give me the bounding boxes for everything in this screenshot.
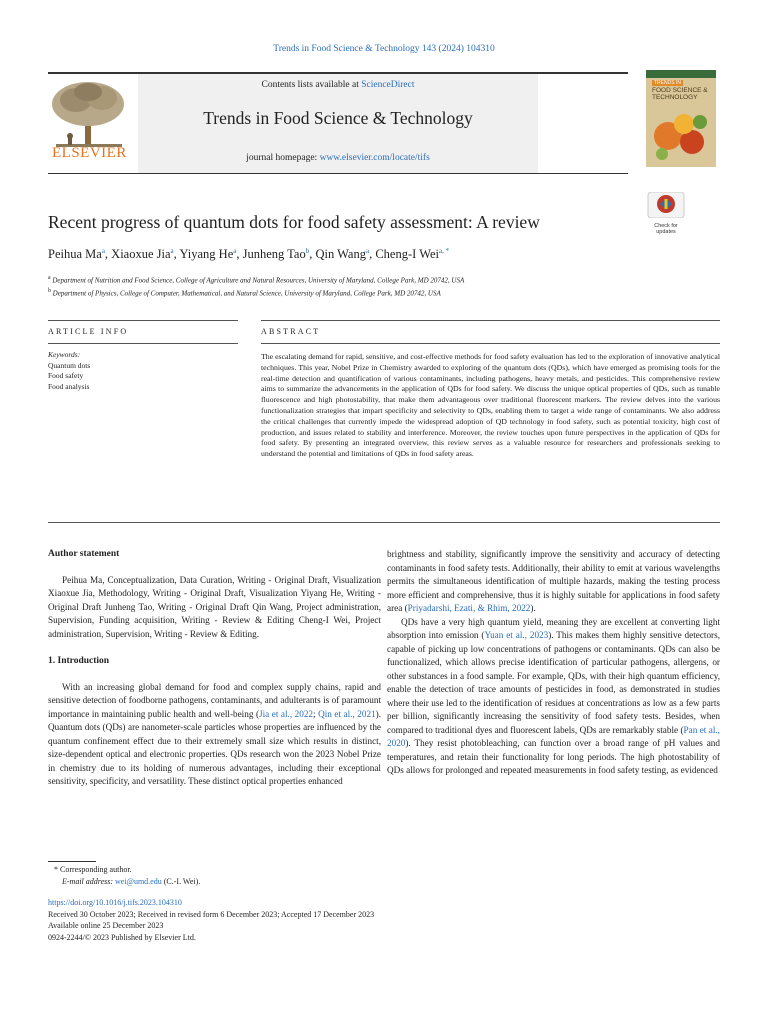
author-name: Qin Wang	[315, 247, 366, 262]
affiliation-item	[48, 286, 688, 299]
abstract-text: The escalating demand for rapid, sensitive, and cost-effective methods for food safety evaluation has led to the exploration of innovative analytical techniques. This year, Nobel Prize in Chemistry awarded to exploring of the quantum dots (QDs), which have emerged as promising tools for the real-time detection and quantification of various contaminants, including pathogens, heavy metals, and pesticides. This comprehensive review aims to summarize the advancements in the application of QDs for food safety. We discuss the unique optical properties of QDs, such as tunable fluorescence and high photostability, that make them advantageous over traditional fluorescent markers. The review delves into the various functionalization strategies that impart specificity and selectivity to QDs, enabling them to target a wide range of contaminants. We also address the critical challenges that currently impede the widespread adoption of QD technology in food safety, such as potential toxicity, high cost of production, and issues related to stability and interference. Moreover, the review touches upon future perspectives in the application of QDs for food safety. By presenting an integrated overview, this review serves as a valuable resource for researchers and professionals seeking to understand the potential and limitations of QDs in food safety areas.	[261, 352, 720, 459]
introduction-paragraph	[48, 681, 381, 789]
keywords-block	[48, 350, 228, 392]
body-right-column	[387, 548, 720, 778]
front-matter-bottom-rule	[48, 522, 720, 523]
text-run: ).	[530, 603, 536, 613]
elsevier-logo[interactable]	[48, 78, 130, 170]
author-list: Peihua Ma$^a$, Xiaoxue Jia$^a$, Yiyang He$^a$, Junheng Tao$^b$, Qin Wang$^a$, Cheng-I Wei$^{a, *}$	[48, 247, 450, 262]
journal-title: Trends in Food Science & Technology	[203, 108, 473, 128]
journal-masthead	[48, 72, 628, 174]
crossmark-icon	[646, 192, 686, 218]
body-left-column	[48, 548, 381, 789]
affiliation-text: Department of Physics, College of Computer, Mathematical, and Natural Science, University of Maryland, College Park, MD 20742, USA	[52, 289, 441, 298]
reference-link[interactable]: Priyadarshi, Ezati, & Rhim, 2022	[407, 603, 531, 613]
received-dates: Received 30 October 2023; Received in revised form 6 December 2023; Accepted 17 December 2023	[48, 909, 375, 919]
affiliation-marker: b	[48, 288, 51, 295]
masthead-bottom-rule	[48, 173, 628, 174]
keyword-item: Food analysis	[48, 381, 90, 391]
elsevier-tree-icon	[48, 78, 130, 154]
affiliation-marker: a	[48, 275, 51, 281]
text-run: brightness and stability, significantly improve the sensitivity and accuracy of detecting contaminants in food safety tests. Additionally, their ability to emit at various wavelengths permits the simultaneous identification of multiple hazards, making the testing process more efficient and comprehensive, thus it is highly suitable for applications in food safety area (	[387, 549, 720, 613]
author-name: Peihua Ma	[48, 247, 102, 262]
author-name: Junheng Tao	[242, 247, 306, 262]
keyword-item: Food safety	[48, 371, 84, 380]
email-label: E-mail address:	[62, 877, 116, 886]
author-affiliation-marker[interactable]: a, *	[439, 247, 450, 255]
email-link[interactable]: wei@umd.edu	[115, 877, 162, 886]
journal-header-box	[138, 74, 538, 173]
homepage-prefix: journal homepage:	[246, 153, 320, 163]
reference-link[interactable]: Yuan et al., 2023	[484, 630, 549, 640]
author-statement-text: Peihua Ma, Conceptualization, Data Curation, Writing - Original Draft, Visualization Xiaoxue Jia, Methodology, Writing - Original Draft, Visualization Yiyang He, Writing - Original Draft Junheng Tao, Writing - Original Draft Qin Wang, Project administration, Supervision, Funding acquisition, Writing - Review & Editing Cheng-I Wei, Project administration, Supervision, Writing - Review & Editing.	[48, 574, 381, 639]
elsevier-wordmark: ELSEVIER	[52, 145, 127, 161]
journal-cover-thumbnail[interactable]	[646, 70, 716, 167]
abstract-top-rule	[261, 320, 720, 321]
author-affiliation-marker[interactable]: b	[305, 247, 310, 255]
corresponding-author-note: * Corresponding author.	[54, 865, 132, 874]
email-footnote	[48, 876, 688, 888]
crossmark-label-line1: Check for	[654, 223, 678, 229]
contents-prefix: Contents lists available at	[261, 80, 362, 90]
doi-link[interactable]: https://doi.org/10.1016/j.tifs.2023.104310	[48, 898, 182, 907]
body-paragraph	[387, 548, 720, 616]
reference-link[interactable]: Jia et al., 2022	[259, 708, 314, 719]
available-online-date: Available online 25 December 2023	[48, 921, 164, 930]
email-suffix: (C.-I. Wei).	[161, 877, 201, 886]
text-run: ;	[313, 708, 319, 719]
text-run: ). Quantum dots (QDs) are nanometer-scale particles whose properties are influenced by the quantum confinement effect due to their extremely small size which results in distinct, size-dependent optical and electronic properties. QDs research won the 2023 Nobel Prize in chemistry due to its holding of numerous advantages, including their exceptional sensitivity, specificity, and versatility. These distinct optical properties enhanced	[48, 708, 382, 786]
author-affiliation-marker[interactable]: a	[101, 247, 105, 255]
journal-homepage-line	[138, 153, 538, 163]
keyword-item: Quantum dots	[48, 360, 91, 370]
cover-title: FOOD SCIENCE & TECHNOLOGY	[652, 87, 708, 101]
affiliations	[48, 273, 688, 300]
author-name: Cheng-I Wei	[375, 247, 440, 262]
keywords-label: Keywords:	[48, 350, 81, 359]
article-info-under-rule	[48, 343, 238, 344]
sciencedirect-link[interactable]: ScienceDirect	[361, 80, 415, 90]
author-affiliation-marker[interactable]: a	[170, 247, 174, 255]
text-run: QDs have a very high quantum yield, meaning they are excellent at converting light absorption into emission (	[387, 616, 720, 640]
check-for-updates-badge[interactable]	[646, 192, 686, 235]
text-run: ). This makes them highly sensitive detectors, capable of picking up low concentrations of pathogens or contaminants. QDs can also be functionalized, which allows precise identification of particular pathogens, allergens, or other substances in a food sample. For example, QDs, with their high quantum efficiency, enable the detection of trace amounts of pesticides in food, as demonstrated in studies where their use led to the identification of residues at concentrations as low as a few parts per billion, significantly increasing the sensitivity of food safety tests. Besides, when compared to traditional dyes and fluorescent labels, QDs are remarkably stable (	[387, 630, 720, 735]
text-run: ). They resist photobleaching, can function over a broad range of pH values and temperatures, and retain their functionality for long periods. The high photostability of QDs allows for prolonged and repeated measurements in food safety testing, as evidenced	[387, 738, 720, 775]
reference-link[interactable]: Pan et al., 2020	[387, 724, 720, 748]
author-statement-heading: Author statement	[48, 549, 120, 559]
body-paragraph	[387, 616, 720, 778]
affiliation-item	[48, 273, 688, 286]
text-run: With an increasing global demand for food and complex supply chains, rapid and sensitive detection of foodborne pathogens, contaminants, and adulterants is of paramount importance in maintaining public health and well-being (	[48, 681, 381, 719]
introduction-heading: 1. Introduction	[48, 656, 110, 666]
journal-homepage-link[interactable]: www.elsevier.com/locate/tifs	[319, 153, 430, 163]
crossmark-label-line2: updates	[656, 229, 676, 235]
contents-line	[138, 80, 538, 90]
abstract-under-rule	[261, 343, 720, 344]
author-name: Yiyang He	[179, 247, 234, 262]
affiliation-text: Department of Nutrition and Food Science, College of Agriculture and Natural Resources, University of Maryland, College Park, MD 20742, USA	[52, 276, 465, 285]
author-affiliation-marker[interactable]: a	[233, 247, 237, 255]
abstract-heading: ABSTRACT	[261, 327, 321, 336]
author-affiliation-marker[interactable]: a	[365, 247, 370, 255]
article-info-top-rule	[48, 320, 238, 321]
publication-info	[48, 897, 688, 943]
running-header-citation[interactable]: Trends in Food Science & Technology 143 (2024) 104310	[273, 44, 495, 54]
footnotes	[48, 864, 688, 888]
article-title: Recent progress of quantum dots for food safety assessment: A review	[48, 212, 540, 232]
author-name: Xiaoxue Jia	[111, 247, 171, 262]
copyright-line: 0924-2244/© 2023 Published by Elsevier Ltd.	[48, 932, 196, 942]
reference-link[interactable]: Qin et al., 2021	[318, 708, 376, 719]
article-info-heading: ARTICLE INFO	[48, 327, 129, 336]
footnote-rule	[48, 861, 96, 862]
cover-title-small: TRENDS IN	[654, 80, 681, 86]
